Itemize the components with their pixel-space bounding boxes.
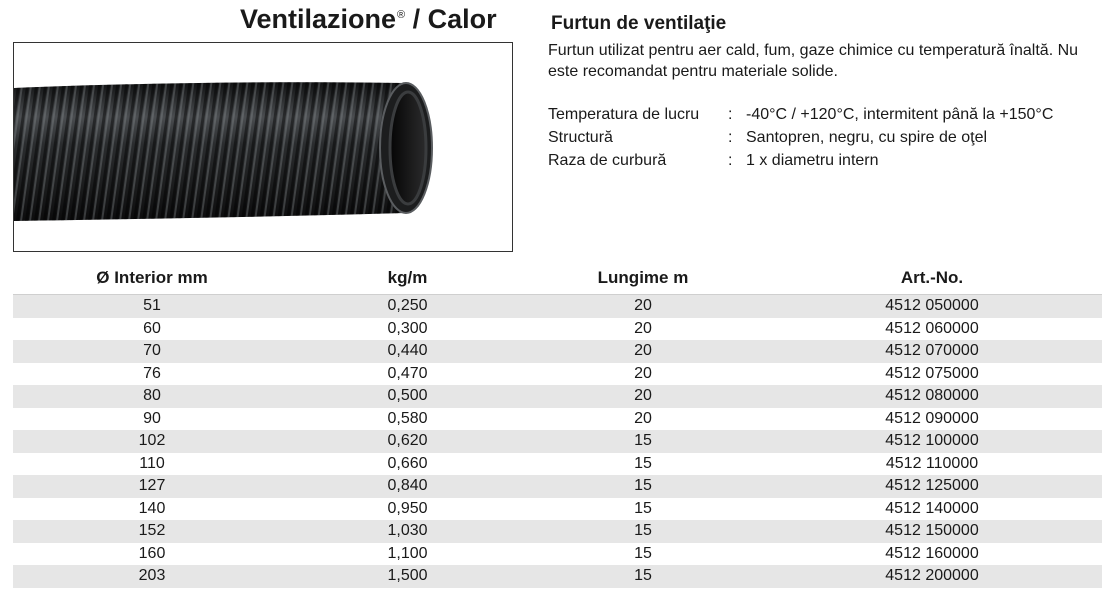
product-description: Furtun utilizat pentru aer cald, fum, gaze chimice cu temperatură înaltă. Nu este recomandat pentru materiale solide.: [548, 42, 1079, 80]
table-row: [13, 453, 1102, 476]
table-row: [13, 295, 1102, 318]
spec-table: [548, 103, 1053, 172]
cell-article-number: 4512 140000: [885, 499, 979, 517]
cell-article-number: 4512 110000: [885, 454, 979, 472]
cell-length: 20: [634, 409, 652, 427]
table-row: [13, 363, 1102, 386]
cell-article-number: 4512 100000: [885, 432, 979, 450]
cell-article-number: 4512 080000: [885, 387, 979, 405]
spec-value: Santopren, negru, cu spire de oţel: [746, 129, 988, 146]
cell-interior-diameter: 152: [138, 522, 166, 540]
cell-length: 15: [634, 522, 652, 540]
table-row: [13, 340, 1102, 363]
spec-value: 1 x diametru intern: [746, 152, 879, 169]
cell-article-number: 4512 075000: [885, 364, 979, 382]
cell-article-number: 4512 050000: [762, 295, 1102, 318]
cell-article-number: 4512 150000: [885, 522, 979, 540]
cell-interior-diameter: 90: [143, 409, 161, 427]
spec-label: Raza de curbură: [548, 152, 667, 169]
cell-interior-diameter: 110: [139, 454, 165, 472]
cell-article-number: 4512 200000: [885, 567, 979, 585]
spec-row-working-temperature: [548, 103, 1053, 126]
cell-length: 20: [634, 342, 652, 360]
cell-length: 15: [634, 432, 652, 450]
spec-separator: :: [728, 106, 733, 123]
header-article-number: Art.-No.: [900, 268, 964, 287]
cell-interior-diameter: 60: [143, 319, 161, 337]
table-row: [13, 475, 1102, 498]
cell-interior-diameter: 160: [138, 544, 166, 562]
cell-length: 15: [634, 544, 652, 562]
header-interior-diameter: Ø Interior mm: [96, 268, 208, 287]
product-image: [13, 42, 513, 252]
cell-weight: 0,660: [387, 454, 428, 472]
cell-weight: 0,840: [387, 477, 428, 495]
cell-article-number: 4512 125000: [885, 477, 979, 495]
cell-interior-diameter: 70: [143, 342, 161, 360]
table-row: [13, 408, 1102, 431]
cell-interior-diameter: 127: [138, 477, 166, 495]
product-title: Furtun de ventilaţie: [551, 13, 727, 34]
product-table: [13, 262, 1102, 588]
cell-interior-diameter: 140: [138, 499, 166, 517]
cell-article-number: 4512 090000: [885, 409, 979, 427]
table-row: [13, 385, 1102, 408]
brand-name: Ventilazione: [240, 4, 397, 34]
table-row: [13, 430, 1102, 453]
spec-row-structure: [548, 126, 1053, 149]
spec-label: Structură: [548, 129, 613, 146]
cell-weight: 0,620: [387, 432, 428, 450]
cell-weight: 0,580: [387, 409, 428, 427]
cell-weight: 0,950: [387, 499, 428, 517]
cell-article-number: 4512 060000: [885, 319, 979, 337]
cell-length: 20: [634, 319, 652, 337]
table-row: [13, 318, 1102, 341]
cell-weight: 0,300: [387, 319, 428, 337]
table-header-row: [13, 262, 1102, 295]
cell-weight: 1,030: [387, 522, 428, 540]
brand-title: [240, 4, 497, 35]
cell-weight: 0,250: [291, 295, 524, 318]
cell-length: 15: [634, 477, 652, 495]
cell-length: 20: [634, 387, 652, 405]
cell-weight: 0,470: [387, 364, 428, 382]
spec-row-bend-radius: [548, 149, 1053, 172]
cell-weight: 0,500: [387, 387, 428, 405]
table-row: [13, 565, 1102, 588]
spec-value: -40°C / +120°C, intermitent până la +150°C: [746, 106, 1054, 123]
cell-article-number: 4512 070000: [885, 342, 979, 360]
spec-separator: :: [728, 152, 733, 169]
corrugated-hose-image: [14, 43, 511, 250]
cell-article-number: 4512 160000: [885, 544, 979, 562]
table-row: [13, 520, 1102, 543]
cell-length: 15: [634, 567, 652, 585]
cell-length: 15: [634, 499, 652, 517]
table-row: [13, 543, 1102, 566]
cell-length: 20: [524, 295, 762, 318]
cell-length: 15: [634, 454, 652, 472]
cell-weight: 1,100: [387, 544, 428, 562]
registered-mark: ®: [397, 9, 406, 21]
table-row: [13, 498, 1102, 521]
brand-suffix: / Calor: [405, 4, 497, 34]
header-length: Lungime m: [597, 268, 689, 287]
cell-interior-diameter: 203: [138, 567, 166, 585]
cell-length: 20: [634, 364, 652, 382]
cell-interior-diameter: 102: [138, 432, 166, 450]
cell-weight: 0,440: [387, 342, 428, 360]
cell-interior-diameter: 76: [143, 364, 161, 382]
spec-label: Temperatura de lucru: [548, 106, 700, 123]
spec-separator: :: [728, 129, 733, 146]
cell-interior-diameter: 80: [143, 387, 161, 405]
cell-interior-diameter: 51: [13, 295, 291, 318]
cell-weight: 1,500: [387, 567, 428, 585]
header-weight: kg/m: [387, 268, 428, 287]
